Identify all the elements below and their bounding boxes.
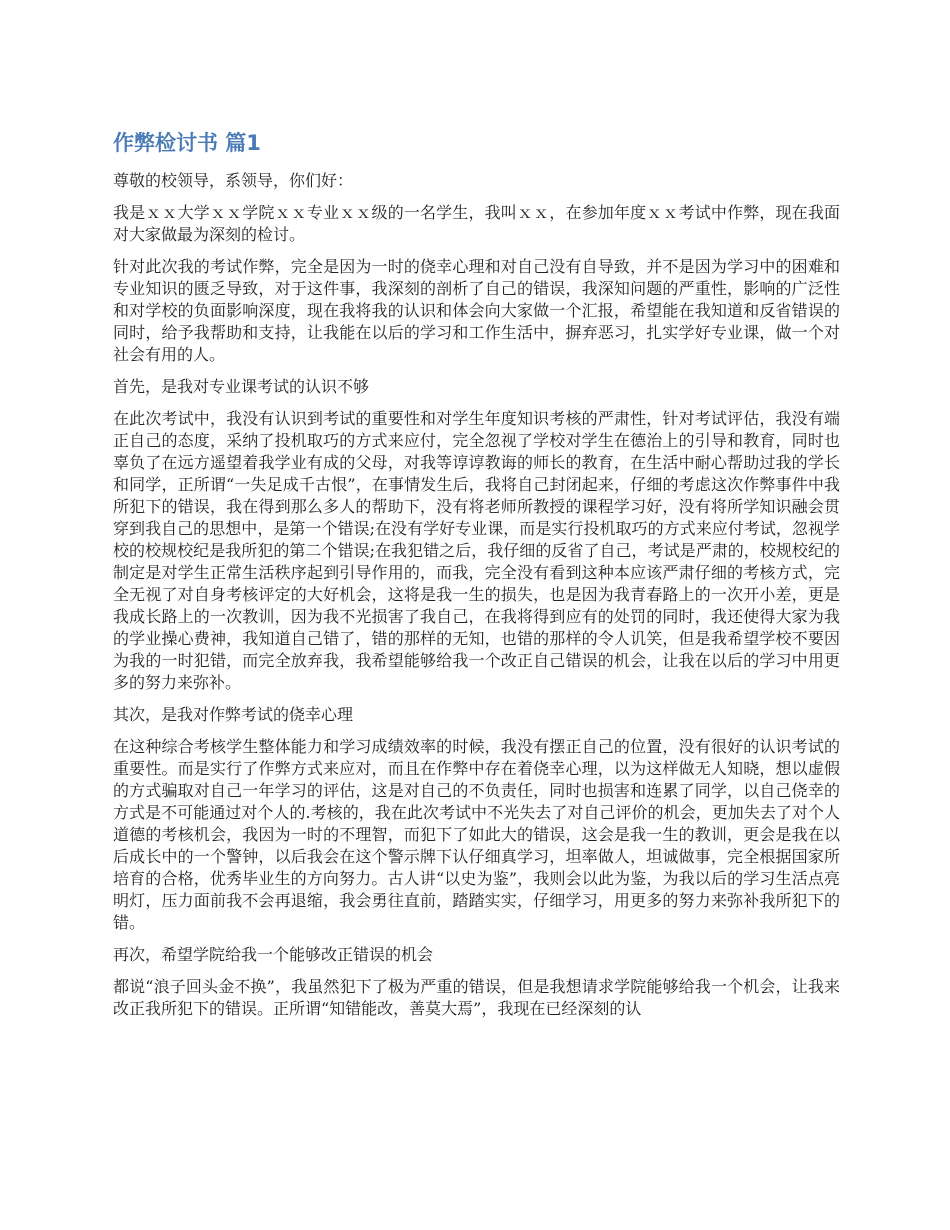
body-paragraph: 针对此次我的考试作弊，完全是因为一时的侥幸心理和对自己没有自导致，并不是因为学习中的困难和专业知识的匮乏导致，对于这件事，我深刻的剖析了自己的错误，我深知问题的严重性，影响的广泛性和对学校的负面影响深度，现在我将我的认识和体会向大家做一个汇报，希望能在我知道和反省错误的同时，给予我帮助和支持，让我能在以后的学习和工作生活中，摒弃恶习，扎实学好专业课，做一个对社会有用的人。 [113, 257, 840, 364]
section-heading-second: 其次，是我对作弊考试的侥幸心理 [113, 705, 354, 724]
section-heading-first: 首先，是我对专业课考试的认识不够 [113, 377, 370, 396]
section-heading-third: 再次，希望学院给我一个能够改正错误的机会 [113, 945, 434, 964]
body-paragraph: 在此次考试中，我没有认识到考试的重要性和对学生年度知识考核的严肃性，针对考试评估，我没有端正自己的态度，采纳了投机取巧的方式来应付，完全忽视了学校对学生在德治上的引导和教育，同时也辜负了在远方遥望着我学业有成的父母，对我等谆谆教诲的师长的教育，在生活中耐心帮助过我的学长和同学，正所谓“一失足成千古恨”，在事情发生后，我将自己封闭起来，仔细的考虑这次作弊事件中我所犯下的错误，我在得到那么多人的帮助下，没有将老师所教授的课程学习好，没有将所学知识融会贯穿到我自己的思想中，是第一个错误;在没有学好专业课，而是实行投机取巧的方式来应付考试，忽视学校的校规校纪是我所犯的第二个错误;在我犯错之后，我仔细的反省了自己，考试是严肃的，校规校纪的制定是对学生正常生活秩序起到引导作用的，而我，完全没有看到这种本应该严肃仔细的考核方式，完全无视了对自身考核评定的大好机会，这将是我一生的损失，也是因为我青春路上的一次开小差，更是我成长路上的一次教训，因为我不光损害了我自己，在我将得到应有的处罚的同时，我还使得大家为我的学业操心费神，我知道自己错了，错的那样的无知，也错的那样的令人讥笑，但是我希望学校不要因为我的一时犯错，而完全放弃我，我希望能够给我一个改正自己错误的机会，让我在以后的学习中用更多的努力来弥补。 [113, 409, 840, 692]
salutation: 尊敬的校领导，系领导，你们好： [113, 171, 354, 190]
document-title: 作弊检讨书 篇1 [113, 131, 261, 155]
body-paragraph: 在这种综合考核学生整体能力和学习成绩效率的时候，我没有摆正自己的位置，没有很好的认识考试的重要性。而是实行了作弊方式来应对，而且在作弊中存在着侥幸心理，以为这样做无人知晓，想以虚假的方式骗取对自己一年学习的评估，这是对自己的不负责任，同时也损害和连累了同学，以自己侥幸的方式是不可能通过对个人的.考核的，我在此次考试中不光失去了对自己评价的机会，更加失去了对个人道德的考核机会，我因为一时的不理智，而犯下了如此大的错误，这会是我一生的教训，更会是我在以后成长中的一个警钟，以后我会在这个警示牌下认仔细真学习，坦率做人，坦诚做事，完全根据国家所培育的合格，优秀毕业生的方向努力。古人讲“以史为鉴”，我则会以此为鉴，为我以后的学习生活点亮明灯，压力面前我不会再退缩，我会勇往直前，踏踏实实，仔细学习，用更多的努力来弥补我所犯下的错。 [113, 737, 840, 932]
document-page [113, 128, 840, 1030]
body-paragraph: 都说“浪子回头金不换”，我虽然犯下了极为严重的错误，但是我想请求学院能够给我一个机会，让我来改正我所犯下的错误。正所谓“知错能改，善莫大焉”，我现在已经深刻的认 [113, 977, 840, 1018]
intro-paragraph: 我是ｘｘ大学ｘｘ学院ｘｘ专业ｘｘ级的一名学生，我叫ｘｘ，在参加年度ｘｘ考试中作弊，现在我面对大家做最为深刻的检讨。 [113, 203, 840, 244]
